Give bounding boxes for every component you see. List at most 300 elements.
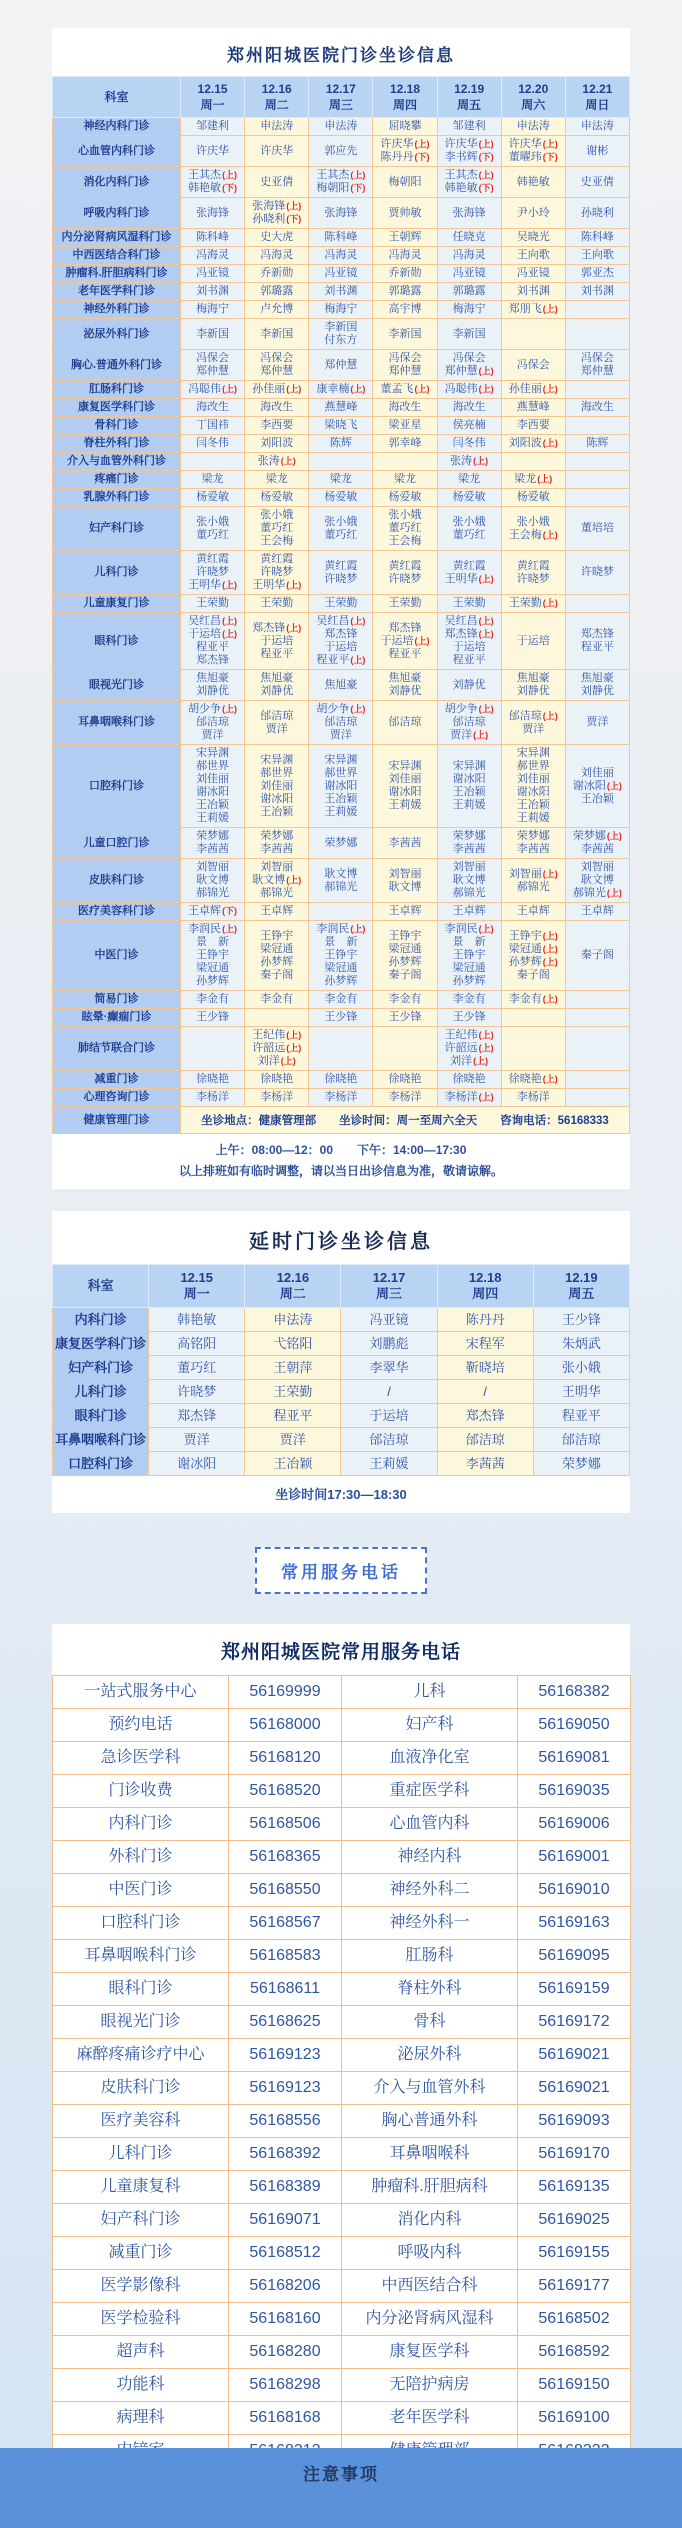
schedule-cell [309, 903, 373, 921]
doctor-name: 冯海灵 [388, 249, 422, 261]
shift-marker: (上) [414, 139, 430, 149]
main-schedule-table [52, 76, 630, 1134]
shift-marker: (上) [542, 710, 558, 721]
dept-cell: 神经内科门诊 [53, 118, 181, 136]
phone-row [53, 2072, 631, 2105]
notice-banner [0, 2448, 682, 2528]
doctor-name: 梁龙(上) [514, 473, 553, 485]
doctor-name: 李新国 [260, 327, 294, 340]
schedule-cell [181, 265, 245, 283]
schedule-cell [181, 229, 245, 247]
doctor-name: 许晓梦 [324, 572, 358, 585]
schedule-cell [437, 471, 501, 489]
schedule-cell [245, 1428, 341, 1452]
doctor-name: 张海锋(上) [252, 200, 302, 212]
doctor-name: 王纪伟(上) [444, 1029, 494, 1041]
shift-marker: (上) [222, 616, 238, 626]
shift-marker: (上) [350, 704, 366, 714]
evening-schedule-head [53, 1265, 630, 1308]
doctor-name: 于运培 [260, 634, 294, 647]
doctor-name: 弋铭阳 [273, 1336, 313, 1351]
schedule-row [53, 1107, 630, 1134]
schedule-cell [341, 1404, 437, 1428]
phone-number-cell: 56169035 [518, 1775, 631, 1808]
doctor-name: 邰洁琼 [260, 709, 294, 722]
shift-marker: (上) [414, 384, 430, 394]
schedule-cell [373, 1071, 437, 1089]
dept-cell: 康复医学科门诊 [53, 1332, 149, 1356]
schedule-cell [181, 670, 245, 701]
schedule-row [53, 136, 630, 167]
shift-marker: (上) [280, 456, 296, 466]
schedule-cell [501, 551, 565, 595]
phone-dept-cell: 妇产科 [342, 1709, 518, 1742]
schedule-cell [501, 1089, 565, 1107]
doctor-name: 谢冰阳 [260, 792, 294, 805]
phone-number-cell: 56169159 [518, 1973, 631, 2006]
phone-row [53, 2204, 631, 2237]
doctor-name: 孙佳丽(上) [508, 383, 558, 395]
schedule-cell [501, 828, 565, 859]
doctor-name: 李茜茜 [388, 836, 422, 849]
schedule-cell [437, 118, 501, 136]
schedule-cell [565, 453, 629, 471]
doctor-name: 孙梦辉 [452, 975, 486, 987]
schedule-cell [245, 399, 309, 417]
doctor-name: 燕慧峰 [324, 401, 358, 413]
day-column-header [437, 1265, 533, 1308]
phone-row [53, 2105, 631, 2138]
shift-marker: (上) [473, 730, 489, 740]
doctor-name: 王朝辉 [388, 231, 422, 243]
phone-dept-cell: 耳鼻咽喉科 [342, 2138, 518, 2171]
header-date: 12.19 [454, 82, 485, 96]
doctor-name: 邰洁琼 [561, 1432, 601, 1447]
doctor-name: 梁龙 [201, 473, 224, 485]
phone-row [53, 2369, 631, 2402]
phone-number-cell: 56169025 [518, 2204, 631, 2237]
doctor-name: 王纪伟(上) [252, 1029, 302, 1041]
schedule-row [53, 283, 630, 301]
shift-marker: (上) [473, 456, 489, 466]
shift-marker: (上) [280, 1056, 296, 1066]
phone-button-wrap [52, 1513, 630, 1624]
phone-number-cell: 56168280 [229, 2336, 342, 2369]
schedule-cell [437, 1009, 501, 1027]
shift-marker: (上) [542, 930, 558, 941]
doctor-name: 冯亚镜 [452, 267, 486, 279]
dept-cell: 皮肤科门诊 [53, 859, 181, 903]
doctor-name: 梁冠通(上) [508, 942, 558, 955]
doctor-name: 刘智丽 [580, 861, 614, 873]
dept-cell: 儿科门诊 [53, 551, 181, 595]
shift-marker: (上) [542, 384, 558, 394]
doctor-name: 郑杰锋(上) [444, 628, 494, 640]
dept-cell: 疼痛门诊 [53, 471, 181, 489]
doctor-name: 冯海灵 [196, 249, 230, 261]
schedule-cell [245, 903, 309, 921]
doctor-name: 李金有 [260, 993, 294, 1005]
doctor-name: 王明华 [561, 1384, 601, 1399]
doctor-name: 于运培(上) [188, 628, 238, 640]
dept-cell: 眼科门诊 [53, 613, 181, 670]
shift-marker: (上) [542, 994, 558, 1004]
doctor-name: 程亚平 [452, 654, 486, 666]
doctor-name: 王铮宇 [196, 949, 230, 961]
schedule-cell [181, 381, 245, 399]
phone-number-cell: 56168392 [229, 2138, 342, 2171]
doctor-name: 邰洁琼 [452, 716, 486, 728]
doctor-name: 许庆华(上) [444, 138, 494, 150]
evening-schedule-title: 延时门诊坐诊信息 [249, 1231, 433, 1253]
doctor-name: 梅朝阳 [388, 175, 422, 188]
phone-number-cell: 56168611 [229, 1973, 342, 2006]
phone-number-cell: 56169081 [518, 1742, 631, 1775]
schedule-cell [437, 1071, 501, 1089]
shift-marker: (上) [542, 529, 558, 540]
main-schedule-panel [52, 28, 630, 1189]
doctor-name: 郝世界 [324, 766, 358, 779]
doctor-name: 于运培 [516, 634, 550, 647]
schedule-cell [373, 118, 437, 136]
doctor-name: 荣梦娜 [516, 830, 550, 842]
doctor-name: 刘佳丽 [516, 773, 550, 785]
phone-row [53, 1940, 631, 1973]
schedule-cell [437, 198, 501, 229]
doctor-name: 徐晓艳 [452, 1073, 486, 1085]
doctor-name: 刘洋(上) [257, 1055, 296, 1067]
schedule-cell [565, 471, 629, 489]
dept-cell: 脊柱外科门诊 [53, 435, 181, 453]
doctor-name: 申法涛 [324, 120, 358, 132]
schedule-cell [181, 701, 245, 745]
header-weekday: 周一 [183, 1286, 210, 1301]
schedule-cell [309, 435, 373, 453]
phone-row [53, 2006, 631, 2039]
doctor-name: 荣梦娜 [260, 830, 294, 842]
shift-marker: (上) [222, 924, 238, 934]
schedule-cell [181, 1009, 245, 1027]
schedule-cell [341, 1452, 437, 1476]
schedule-cell [501, 283, 565, 301]
doctor-name: 李金有 [388, 993, 422, 1005]
doctor-name: 李杨洋 [388, 1091, 422, 1103]
dept-cell: 简易门诊 [53, 991, 181, 1009]
doctor-name: 孙晓利(下) [252, 213, 302, 225]
schedule-cell [565, 828, 629, 859]
schedule-cell [501, 670, 565, 701]
doctor-name: 李金有 [452, 993, 486, 1005]
phone-number-cell: 56169021 [518, 2072, 631, 2105]
schedule-cell [181, 859, 245, 903]
doctor-name: 王其杰(上) [188, 169, 238, 181]
schedule-cell [437, 1356, 533, 1380]
doctor-name: 陈丹丹(下) [380, 151, 430, 163]
schedule-cell [341, 1380, 437, 1404]
phone-row [53, 2336, 631, 2369]
doctor-name: 冯保会 [452, 352, 486, 364]
doctor-name: 王荣勤 [196, 597, 230, 609]
doctor-name: 李金有 [324, 993, 358, 1005]
schedule-row [53, 350, 630, 381]
shift-marker: (上) [478, 616, 494, 626]
schedule-cell [565, 745, 629, 828]
schedule-row [53, 229, 630, 247]
doctor-name: 宋异渊 [260, 753, 294, 766]
schedule-cell [181, 417, 245, 435]
schedule-row [53, 489, 630, 507]
schedule-cell [245, 301, 309, 319]
schedule-cell [181, 471, 245, 489]
schedule-row [53, 1380, 630, 1404]
schedule-cell [245, 1308, 341, 1332]
phone-dept-cell: 神经外科一 [342, 1907, 518, 1940]
phone-row [53, 2303, 631, 2336]
schedule-cell [437, 1452, 533, 1476]
doctor-name: 耿文博 [580, 874, 614, 886]
schedule-row [53, 417, 630, 435]
schedule-cell [181, 991, 245, 1009]
doctor-name: 梁冠通 [196, 962, 230, 974]
doctor-name: 徐晓艳 [388, 1073, 422, 1085]
doctor-name: 于运培(上) [380, 634, 430, 647]
schedule-cell [181, 507, 245, 551]
schedule-row [53, 399, 630, 417]
schedule-cell [533, 1356, 629, 1380]
phone-dept-cell: 康复医学科 [342, 2336, 518, 2369]
shift-marker: (下) [350, 183, 366, 193]
doctor-name: 王少锋 [388, 1011, 422, 1023]
schedule-cell [565, 1071, 629, 1089]
dept-cell: 耳鼻咽喉科门诊 [53, 1428, 149, 1452]
schedule-cell [341, 1308, 437, 1332]
schedule-cell [373, 595, 437, 613]
schedule-cell [565, 859, 629, 903]
schedule-cell [565, 1089, 629, 1107]
dept-cell: 儿童康复门诊 [53, 595, 181, 613]
doctor-name: 宋程军 [465, 1336, 505, 1351]
doctor-name: 徐晓艳(上) [508, 1073, 558, 1085]
phone-dept-cell: 眼科门诊 [53, 1973, 229, 2006]
schedule-cell [245, 167, 309, 198]
schedule-cell [373, 198, 437, 229]
doctor-name: 刘洋(上) [450, 1055, 489, 1067]
schedule-cell [245, 701, 309, 745]
doctor-name: 郝锦光 [516, 880, 550, 893]
doctor-name: 郑仲慧(上) [444, 365, 494, 377]
shift-marker: (上) [222, 629, 238, 639]
schedule-cell [437, 745, 501, 828]
doctor-name: 申法涛 [273, 1312, 313, 1327]
schedule-cell [373, 417, 437, 435]
schedule-cell [565, 198, 629, 229]
doctor-name: 杨爱敏 [196, 491, 230, 503]
doctor-name: 杨爱敏 [516, 491, 550, 503]
shift-marker: (下) [478, 183, 494, 193]
schedule-cell [437, 265, 501, 283]
schedule-cell [373, 350, 437, 381]
doctor-name: 程亚平 [273, 1408, 313, 1423]
schedule-cell [373, 903, 437, 921]
schedule-cell [181, 118, 245, 136]
schedule-cell [501, 301, 565, 319]
schedule-cell [501, 903, 565, 921]
schedule-cell [341, 1428, 437, 1452]
doctor-name: 黄红霞 [324, 559, 358, 572]
schedule-cell [181, 319, 245, 350]
doctor-name: 王卓辉 [580, 905, 614, 917]
schedule-cell [437, 828, 501, 859]
doctor-name: 郑杰锋 [177, 1408, 217, 1423]
phone-number-cell: 56168160 [229, 2303, 342, 2336]
schedule-row [53, 301, 630, 319]
schedule-cell [501, 399, 565, 417]
schedule-cell [501, 453, 565, 471]
doctor-name: 郑杰锋 [324, 628, 358, 640]
doctor-name: 耿文博 [388, 880, 422, 893]
shift-marker: (上) [606, 780, 622, 791]
schedule-row [53, 1332, 630, 1356]
phone-number-cell: 56169177 [518, 2270, 631, 2303]
phone-dept-cell: 内科门诊 [53, 1808, 229, 1841]
doctor-name: 王冶颖 [196, 799, 230, 811]
schedule-cell [437, 670, 501, 701]
schedule-cell [373, 701, 437, 745]
schedule-cell [309, 265, 373, 283]
schedule-cell [565, 551, 629, 595]
shift-marker: (上) [478, 1030, 494, 1040]
doctor-name: 荣梦娜(上) [572, 830, 622, 842]
schedule-cell [501, 745, 565, 828]
phone-dept-cell: 麻醉疼痛诊疗中心 [53, 2039, 229, 2072]
phone-table-body [53, 1676, 631, 2468]
schedule-row [53, 903, 630, 921]
evening-hours-text: 坐诊时间17:30—18:30 [275, 1487, 407, 1502]
dept-cell: 老年医学科门诊 [53, 283, 181, 301]
service-phone-button[interactable]: 常用服务电话 [255, 1547, 427, 1594]
dept-cell: 康复医学科门诊 [53, 399, 181, 417]
doctor-name: 贾洋 [265, 722, 288, 735]
doctor-name: 王向歌 [516, 249, 550, 261]
doctor-name: 宋异渊 [324, 753, 358, 766]
doctor-name: 许晓梦 [177, 1384, 217, 1399]
evening-header-row [53, 1265, 630, 1308]
phone-number-cell: 56169071 [229, 2204, 342, 2237]
doctor-name: 邰洁琼 [465, 1432, 505, 1447]
doctor-name: 张小娥 [561, 1360, 601, 1375]
dept-cell: 口腔科门诊 [53, 745, 181, 828]
schedule-cell [437, 167, 501, 198]
doctor-name: 荣梦娜 [561, 1456, 601, 1471]
schedule-cell [437, 229, 501, 247]
schedule-cell [245, 828, 309, 859]
doctor-name: 王冶颖 [516, 799, 550, 811]
schedule-cell [437, 921, 501, 991]
doctor-name: 董巧红 [260, 522, 294, 534]
doctor-name: 郝世界 [516, 760, 550, 772]
shift-marker: (上) [286, 622, 302, 633]
schedule-cell [437, 247, 501, 265]
doctor-name: 程亚平(上) [316, 654, 366, 666]
schedule-cell [245, 283, 309, 301]
doctor-name: 王铮宇 [324, 949, 358, 961]
schedule-cell [245, 595, 309, 613]
doctor-name: 吴红昌(上) [444, 615, 494, 627]
schedule-row [53, 701, 630, 745]
doctor-name: 孙梦辉 [388, 955, 422, 968]
doctor-name: 郑杰锋 [465, 1408, 505, 1423]
phone-number-cell: 56169123 [229, 2072, 342, 2105]
doctor-name: 李杨洋 [260, 1091, 294, 1103]
phone-dept-cell: 医疗美容科 [53, 2105, 229, 2138]
phone-dept-cell: 眼视光门诊 [53, 2006, 229, 2039]
doctor-name: 张小娥 [516, 515, 550, 528]
phone-dept-cell: 儿科 [342, 1676, 518, 1709]
doctor-name: 韩艳敏 [177, 1312, 217, 1327]
doctor-name: 郑仲慧 [196, 365, 230, 377]
phone-number-cell: 56168625 [229, 2006, 342, 2039]
phone-dept-cell: 胸心普通外科 [342, 2105, 518, 2138]
shift-marker: (下) [414, 152, 430, 162]
doctor-name: 耿文博 [196, 874, 230, 886]
schedule-cell [181, 167, 245, 198]
doctor-name: 吴红昌(上) [316, 615, 366, 627]
doctor-name: 郑仲慧 [324, 358, 358, 371]
schedule-cell [437, 1332, 533, 1356]
dept-cell: 乳腺外科门诊 [53, 489, 181, 507]
doctor-name: 贾洋 [586, 716, 609, 728]
doctor-name: 胡少争(上) [188, 703, 238, 715]
day-column-header [501, 77, 565, 118]
schedule-cell [437, 701, 501, 745]
schedule-cell [437, 489, 501, 507]
doctor-name: 李新国 [196, 327, 230, 340]
shift-marker: (下) [222, 183, 238, 193]
schedule-cell [181, 828, 245, 859]
dept-cell: 妇产科门诊 [53, 507, 181, 551]
phone-dept-cell: 门诊收费 [53, 1775, 229, 1808]
schedule-row [53, 1009, 630, 1027]
schedule-cell [501, 198, 565, 229]
phone-number-cell: 56168168 [229, 2402, 342, 2435]
doctor-name: 陈辉 [329, 437, 352, 449]
main-schedule-body [53, 118, 630, 1134]
shift-marker: (上) [542, 943, 558, 954]
schedule-cell [373, 828, 437, 859]
doctor-name: 董巧红 [452, 528, 486, 541]
phone-row [53, 2270, 631, 2303]
schedule-cell [245, 229, 309, 247]
phone-number-cell: 56168567 [229, 1907, 342, 1940]
schedule-row [53, 1308, 630, 1332]
schedule-cell [501, 595, 565, 613]
schedule-cell [373, 283, 437, 301]
doctor-name: 屈晓攀 [388, 120, 422, 132]
doctor-name: 谢冰阳 [196, 786, 230, 798]
schedule-cell [245, 1027, 309, 1071]
schedule-cell [437, 595, 501, 613]
doctor-name: 梁亚星 [388, 419, 422, 431]
doctor-name: 申法涛 [516, 120, 550, 132]
schedule-cell [309, 670, 373, 701]
schedule-cell [149, 1428, 245, 1452]
phone-dept-cell: 中西医结合科 [342, 2270, 518, 2303]
schedule-cell [181, 1027, 245, 1071]
phone-number-cell: 56168520 [229, 1775, 342, 1808]
main-header-row [53, 77, 630, 118]
doctor-name: 王少锋 [324, 1011, 358, 1023]
doctor-name: 郑杰锋 [580, 628, 614, 640]
